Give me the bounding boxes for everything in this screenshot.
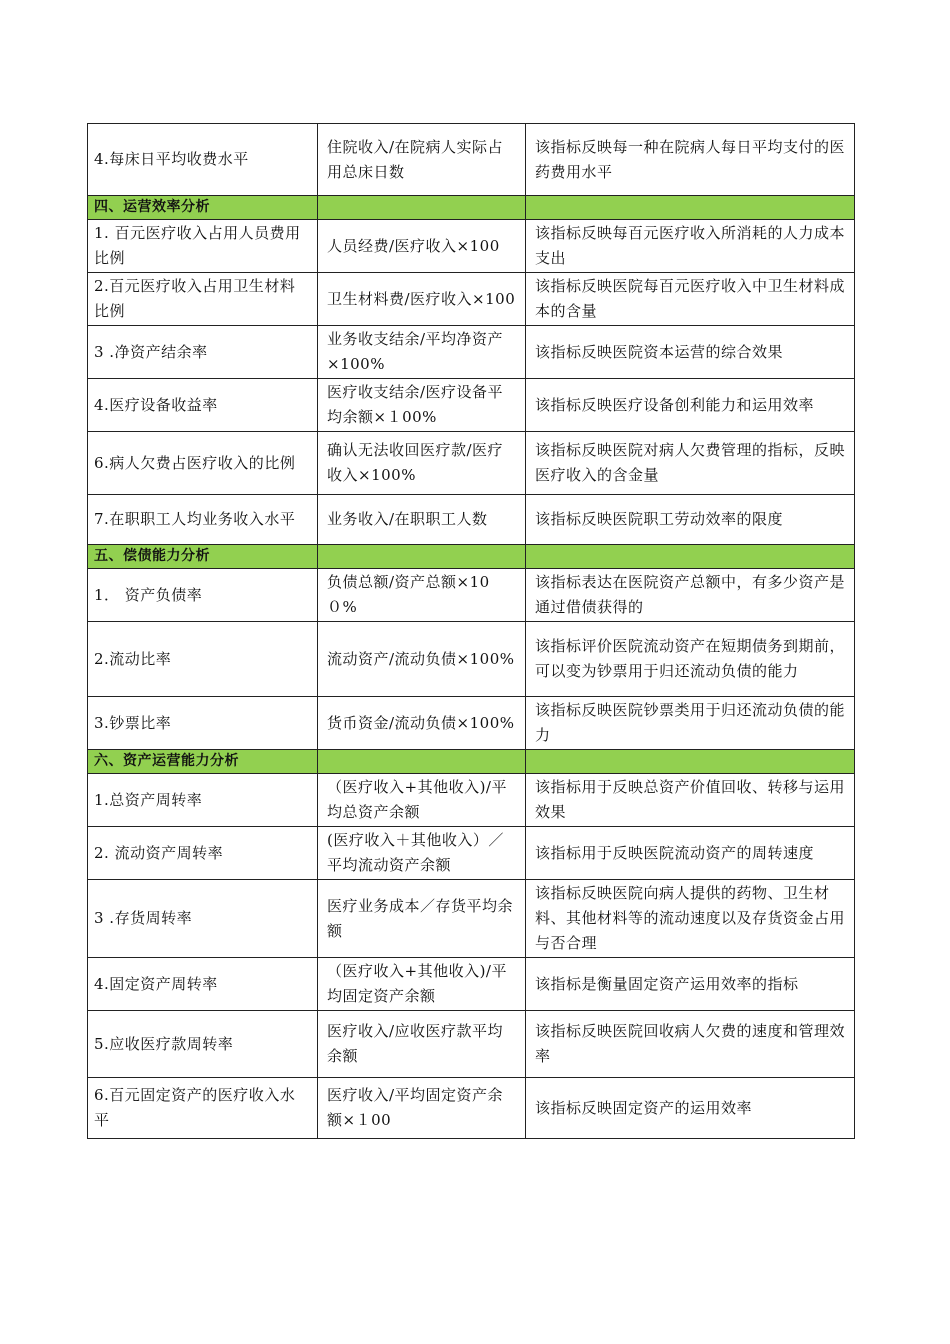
indicator-name: 4.每床日平均收费水平	[88, 124, 318, 196]
section-empty-cell	[526, 545, 855, 569]
indicator-name: 4.固定资产周转率	[88, 958, 318, 1011]
section-header-row	[88, 750, 855, 774]
table-row	[88, 379, 855, 432]
indicator-formula: （医疗收入+其他收入)/平均固定资产余额	[318, 958, 526, 1011]
indicator-formula: 医疗收入/应收医疗款平均余额	[318, 1011, 526, 1078]
section-title: 六、资产运营能力分析	[88, 750, 318, 774]
indicator-formula: 医疗业务成本／存货平均余额	[318, 880, 526, 958]
table-row	[88, 1011, 855, 1078]
section-title: 五、偿债能力分析	[88, 545, 318, 569]
indicator-description: 该指标反映医疗设备创利能力和运用效率	[526, 379, 855, 432]
table-row	[88, 880, 855, 958]
table-row	[88, 220, 855, 273]
indicator-description: 该指标反映医院每百元医疗收入中卫生材料成本的含量	[526, 273, 855, 326]
indicator-name: 3 .净资产结余率	[88, 326, 318, 379]
indicator-description: 该指标表达在医院资产总额中，有多少资产是通过借债获得的	[526, 569, 855, 622]
table-row	[88, 622, 855, 697]
table-body	[88, 124, 855, 1139]
indicator-formula: 业务收入/在职职工人数	[318, 495, 526, 545]
indicator-name: 1.总资产周转率	[88, 774, 318, 827]
indicator-name: 3.钞票比率	[88, 697, 318, 750]
section-empty-cell	[526, 196, 855, 220]
indicator-formula: 医疗收入/平均固定资产余额×１00	[318, 1078, 526, 1139]
indicator-formula: 医疗收支结余/医疗设备平均余额×１00%	[318, 379, 526, 432]
indicator-formula: 确认无法收回医疗款/医疗收入×100%	[318, 432, 526, 495]
indicator-formula: 负债总额/资产总额×10０%	[318, 569, 526, 622]
indicator-description: 该指标反映每一种在院病人每日平均支付的医药费用水平	[526, 124, 855, 196]
indicator-description: 该指标用于反映医院流动资产的周转速度	[526, 827, 855, 880]
indicator-name: 6.百元固定资产的医疗收入水平	[88, 1078, 318, 1139]
indicator-name: 1. 百元医疗收入占用人员费用比例	[88, 220, 318, 273]
indicator-formula: 业务收支结余/平均净资产×100%	[318, 326, 526, 379]
indicator-name: 2.流动比率	[88, 622, 318, 697]
indicator-formula: (医疗收入＋其他收入）／平均流动资产余额	[318, 827, 526, 880]
table-row	[88, 774, 855, 827]
indicator-description: 该指标反映医院对病人欠费管理的指标，反映医疗收入的含金量	[526, 432, 855, 495]
indicator-name: 6.病人欠费占医疗收入的比例	[88, 432, 318, 495]
section-empty-cell	[526, 750, 855, 774]
indicator-description: 该指标用于反映总资产价值回收、转移与运用效果	[526, 774, 855, 827]
table-row	[88, 124, 855, 196]
table-row	[88, 326, 855, 379]
table-row	[88, 958, 855, 1011]
indicator-formula: （医疗收入+其他收入)/平均总资产余额	[318, 774, 526, 827]
financial-indicators-table	[87, 123, 855, 1139]
indicator-formula: 人员经费/医疗收入×100	[318, 220, 526, 273]
table-row	[88, 697, 855, 750]
indicator-name: 7.在职职工人均业务收入水平	[88, 495, 318, 545]
indicator-formula: 住院收入/在院病人实际占用总床日数	[318, 124, 526, 196]
indicator-description: 该指标反映医院钞票类用于归还流动负债的能力	[526, 697, 855, 750]
table-row	[88, 432, 855, 495]
section-empty-cell	[318, 545, 526, 569]
table-row	[88, 569, 855, 622]
indicator-description: 该指标反映每百元医疗收入所消耗的人力成本支出	[526, 220, 855, 273]
indicator-formula: 卫生材料费/医疗收入×100	[318, 273, 526, 326]
section-empty-cell	[318, 750, 526, 774]
indicator-description: 该指标反映医院回收病人欠费的速度和管理效率	[526, 1011, 855, 1078]
section-header-row	[88, 545, 855, 569]
indicator-formula: 货币资金/流动负债×100%	[318, 697, 526, 750]
indicator-name: 2. 流动资产周转率	[88, 827, 318, 880]
indicator-formula: 流动资产/流动负债×100%	[318, 622, 526, 697]
indicator-name: 5.应收医疗款周转率	[88, 1011, 318, 1078]
indicator-description: 该指标反映医院向病人提供的药物、卫生材料、其他材料等的流动速度以及存货资金占用与否合理	[526, 880, 855, 958]
indicator-description: 该指标反映医院资本运营的综合效果	[526, 326, 855, 379]
indicator-name: 2.百元医疗收入占用卫生材料比例	[88, 273, 318, 326]
indicator-name: 3 .存货周转率	[88, 880, 318, 958]
section-header-row	[88, 196, 855, 220]
indicator-description: 该指标是衡量固定资产运用效率的指标	[526, 958, 855, 1011]
table-row	[88, 495, 855, 545]
indicator-name: 1． 资产负债率	[88, 569, 318, 622]
table-row	[88, 827, 855, 880]
section-empty-cell	[318, 196, 526, 220]
indicator-description: 该指标反映固定资产的运用效率	[526, 1078, 855, 1139]
indicator-description: 该指标评价医院流动资产在短期债务到期前，可以变为钞票用于归还流动负债的能力	[526, 622, 855, 697]
table-row	[88, 1078, 855, 1139]
section-title: 四、运营效率分析	[88, 196, 318, 220]
indicator-name: 4.医疗设备收益率	[88, 379, 318, 432]
table-row	[88, 273, 855, 326]
indicator-description: 该指标反映医院职工劳动效率的限度	[526, 495, 855, 545]
